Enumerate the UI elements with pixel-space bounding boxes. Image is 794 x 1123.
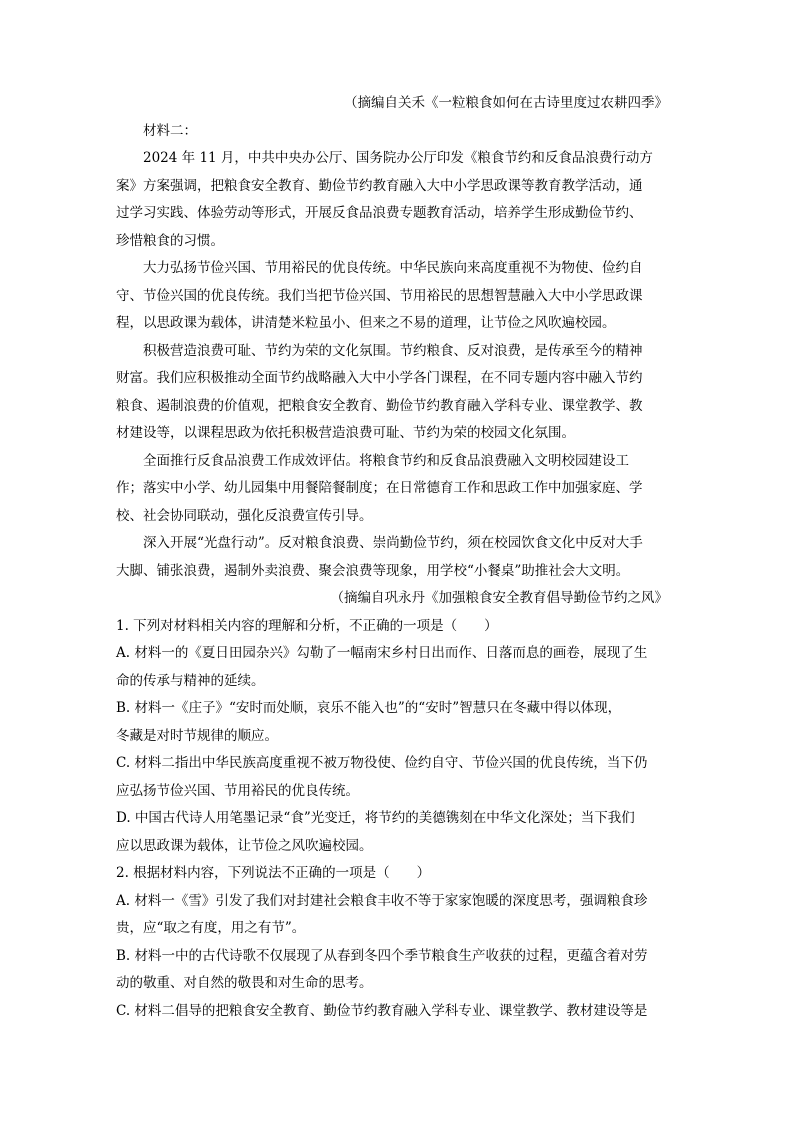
option-b [116,943,668,998]
question-stem: 2. 根据材料内容，下列说法不正确的一项是（ ） [116,865,431,881]
paragraph-1 [116,145,668,255]
option-c [116,998,668,1026]
document-body [116,90,668,1025]
text-line: 财富。我们应积极推动全面节约战略融入大中小学各门课程，在不同专题内容中融入节约 [116,370,643,386]
text-line: A. 材料一的《夏日田园杂兴》勾勒了一幅南宋乡村日出而作、日落而息的画卷，展现了生 [116,645,648,661]
text-line: 全面推行反食品浪费工作成效评估。将粮食节约和反食品浪费融入文明校园建设工 [143,452,629,469]
text-line: 珍惜粮食的习惯。 [116,232,224,249]
paragraph-3 [116,338,668,448]
text-line: B. 材料一《庄子》“安时而处顺，哀乐不能入也”的“安时”智慧只在冬藏中得以体现， [116,700,622,716]
text-line: C. 材料二指出中华民族高度重视不被万物役使、俭约自守、节俭兴国的优良传统，当下仍 [116,755,648,771]
question-stem: 1. 下列对材料相关内容的理解和分析，不正确的一项是（ ） [116,617,498,634]
text-line: C. 材料二倡导的把粮食安全教育、勤俭节约教育融入学科专业、课堂教学、教材建设等是 [116,1002,648,1019]
text-line: 粮食、遏制浪费的价值观，把粮食安全教育、勤俭节约教育融入学科专业、课堂教学、教 [116,397,643,414]
paragraph-5 [116,530,668,585]
option-a [116,888,668,943]
text-line: B. 材料一中的古代诗歌不仅展现了从春到冬四个季节粮食生产收获的过程，更蕴含着对劳 [116,947,648,964]
question-1 [116,613,668,861]
text-line: 冬藏是对时节规律的顺应。 [116,727,278,744]
text-line: 动的敬重、对自然的敬畏和对生命的思考。 [116,975,373,991]
text-line: 大力弘扬节俭兴国、节用裕民的优良传统。中华民族向来高度重视不为物使、俭约自 [143,260,643,276]
text-line: 案》方案强调，把粮食安全教育、勤俭节约教育融入大中小学思政课等教育教学活动，通 [116,177,643,194]
option-b [116,695,668,750]
text-line: 程，以思政课为载体，讲清楚米粒虽小、但来之不易的道理，让节俭之风吹遍校园。 [116,315,616,331]
text-line: 校、社会协同联动，强化反浪费宣传引导。 [116,507,373,524]
paragraph-4 [116,448,668,531]
paragraph-2 [116,255,668,338]
option-d [116,805,668,860]
text-line: 材建设等，以课程思政为依托积极营造浪费可耻、节约为荣的校园文化氛围。 [116,425,575,441]
text-line: 应以思政课为载体，让节俭之风吹遍校园。 [116,837,373,854]
material-2-heading: 材料二： [143,122,197,139]
text-line: 守、节俭兴国的优良传统。我们当把节俭兴国、节用裕民的思想智慧融入大中小学思政课 [116,287,643,304]
option-a [116,640,668,695]
text-line: 大脚、铺张浪费，遏制外卖浪费、聚会浪费等现象，用学校“小餐桌”助推社会大文明。 [116,562,630,579]
text-line: 2024 年 11 月，中共中央办公厅、国务院办公厅印发《粮食节约和反食品浪费行动方 [143,150,653,166]
text-line: 应弘扬节俭兴国、节用裕民的优良传统。 [116,782,359,799]
text-line: 过学习实践、体验劳动等形式，开展反食品浪费专题教育活动，培养学生形成勤俭节约、 [116,205,643,221]
text-line: 作；落实中小学、幼儿园集中用餐陪餐制度；在日常德育工作和思政工作中加强家庭、学 [116,480,643,496]
source-citation-2: （摘编自巩永丹《加强粮食安全教育倡导勤俭节约之风》 [330,590,668,606]
text-line: A. 材料一《雪》引发了我们对封建社会粮食丰收不等于家家饱暖的深度思考，强调粮食珍 [116,892,648,909]
text-line: 积极营造浪费可耻、节约为荣的文化氛围。节约粮食、反对浪费，是传承至今的精神 [143,342,643,359]
text-line: 深入开展“光盘行动”。反对粮食浪费、崇尚勤俭节约，须在校园饮食文化中反对大手 [143,535,643,551]
source-citation-1: （摘编自关禾《一粒粮食如何在古诗里度过农耕四季》 [344,95,668,111]
option-c [116,750,668,805]
text-line: 贵，应“取之有度，用之有节”。 [116,920,306,936]
text-line: 命的传承与精神的延续。 [116,672,265,689]
text-line: D. 中国古代诗人用笔墨记录“食”光变迁，将节约的美德镌刻在中华文化深处；当下我们 [116,810,635,826]
question-2 [116,860,668,1025]
